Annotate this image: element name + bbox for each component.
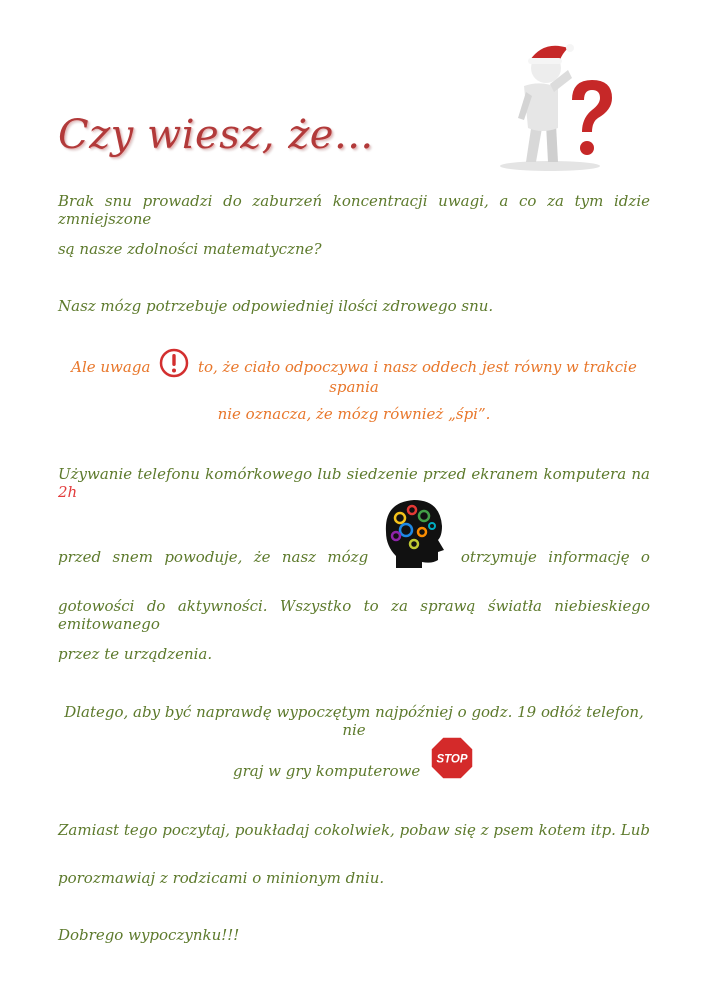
paragraph-advice: Dlatego, aby być naprawdę wypoczętym najpóźniej o godz. 19 odłóż telefon, nie <box>64 703 644 739</box>
paragraph-advice-line2: graj w gry komputerowe STOP <box>58 762 650 781</box>
paragraph-phone-usage: Używanie telefonu komórkowego lub siedzenie przed ekranem komputera na 2h <box>58 465 650 501</box>
brain-gears-head-icon <box>378 496 448 568</box>
exclamation-circle-icon <box>159 348 189 378</box>
paragraph-warning-line2: nie oznacza, że mózg również „śpi”. <box>217 405 491 423</box>
paragraph-phone-usage-line2: przed snem powoduje, że nasz mózg otrzymuje informację o <box>58 548 650 566</box>
paragraph-phone-usage-line4: przez te urządzenia. <box>58 645 213 663</box>
paragraph-brain-needs-sleep: Nasz mózg potrzebuje odpowiedniej ilości zdrowego snu. <box>58 297 494 315</box>
paragraph-sleep-deprivation: Brak snu prowadzi do zaburzeń koncentracji uwagi, a co za tym idzie zmniejszone <box>58 192 650 228</box>
paragraph-alternatives: Zamiast tego poczytaj, poukładaj cokolwiek, pobaw się z psem kotem itp. Lub <box>58 821 650 839</box>
stop-label: STOP <box>436 753 468 766</box>
paragraph-alternatives-line2: porozmawiaj z rodzicami o minionym dniu. <box>58 869 385 887</box>
stop-sign-icon <box>429 735 475 781</box>
thinking-figure-question-mark-icon <box>488 38 628 172</box>
paragraph-closing: Dobrego wypoczynku!!! <box>58 926 240 944</box>
paragraph-warning: Ale uwaga to, że ciało odpoczywa i nasz oddech jest równy w trakcie spania <box>58 358 650 396</box>
highlight-2h: 2h <box>58 483 78 501</box>
paragraph-phone-usage-line3: gotowości do aktywności. Wszystko to za sprawą światła niebieskiego emitowanego <box>58 597 650 633</box>
page-title: Czy wiesz, że... <box>58 111 374 158</box>
paragraph-sleep-deprivation-line2: są nasze zdolności matematyczne? <box>58 240 322 258</box>
